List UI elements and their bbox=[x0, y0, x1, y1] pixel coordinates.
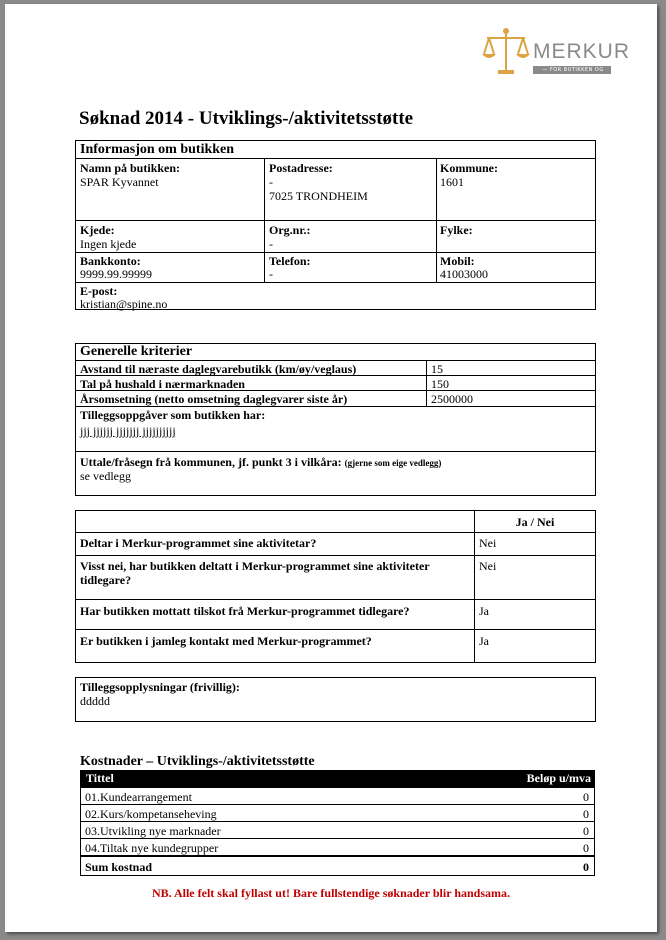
tilleggsopplysningar-value: ddddd bbox=[80, 694, 110, 708]
kriterium-value: 15 bbox=[431, 362, 443, 376]
kriterium-value: 150 bbox=[431, 377, 449, 391]
page-title: Søknad 2014 - Utviklings-/aktivitetsstøtte bbox=[79, 108, 414, 129]
document-page bbox=[5, 4, 657, 932]
kostnad-amount: 0 bbox=[583, 841, 589, 855]
logo-wordmark: MERKUR bbox=[533, 40, 631, 63]
postadresse-line2: 7025 TRONDHEIM bbox=[269, 189, 368, 203]
bankkonto-label: Bankkonto: bbox=[80, 254, 141, 268]
tilleggsoppgaver-label: Tilleggsoppgåver som butikken har: bbox=[80, 408, 266, 422]
sum-value: 0 bbox=[583, 860, 589, 874]
postadresse-label: Postadresse: bbox=[269, 161, 333, 175]
epost-value: kristian@spine.no bbox=[80, 297, 168, 311]
sporsmal-answer: Nei bbox=[479, 559, 497, 573]
kriterium-label: Tal på hushald i nærmarknaden bbox=[80, 377, 245, 391]
butikk-value: SPAR Kyvannet bbox=[80, 175, 159, 189]
sum-label: Sum kostnad bbox=[85, 860, 153, 874]
sporsmal-text: Er butikken i jamleg kontakt med Merkur-programmet? bbox=[80, 634, 372, 648]
sporsmal-text: Har butikken mottatt tilskot frå Merkur-programmet tidlegare? bbox=[80, 604, 410, 618]
kommune-value: 1601 bbox=[440, 175, 464, 189]
epost-label: E-post: bbox=[80, 284, 118, 298]
kostnad-title: 02.Kurs/kompetanseheving bbox=[85, 807, 217, 821]
merkur-logo bbox=[481, 26, 631, 81]
info-heading: Informasjon om butikken bbox=[80, 142, 235, 157]
telefon-value: - bbox=[269, 267, 273, 281]
kjede-value: Ingen kjede bbox=[80, 237, 137, 251]
kostnad-title: 03.Utvikling nye marknader bbox=[85, 824, 221, 838]
sporsmal-answer: Ja bbox=[479, 604, 489, 618]
kriterium-label: Årsomsetning (netto omsetning daglegvarer siste år) bbox=[80, 392, 348, 406]
kriterier-heading: Generelle kriterier bbox=[80, 344, 193, 359]
postadresse-line1: - bbox=[269, 175, 273, 189]
kommune-label: Kommune: bbox=[440, 161, 498, 175]
kostnad-amount: 0 bbox=[583, 824, 589, 838]
telefon-label: Telefon: bbox=[269, 254, 311, 268]
kostnad-title: 04.Tiltak nye kundegrupper bbox=[85, 841, 219, 855]
col-tittel: Tittel bbox=[86, 771, 114, 785]
scales-icon bbox=[481, 26, 531, 78]
kriterium-label: Avstand til næraste daglegvarebutikk (km/øy/veglaus) bbox=[80, 362, 357, 376]
logo-tagline: — FOR BUTIKKEN OG BYGDA bbox=[542, 67, 604, 81]
janei-header: Ja / Nei bbox=[515, 515, 555, 529]
tilleggsopplysningar-label: Tilleggsopplysningar (frivillig): bbox=[80, 680, 240, 694]
mobil-value: 41003000 bbox=[440, 267, 488, 281]
col-belop: Beløp u/mva bbox=[526, 771, 591, 785]
kostnader-heading: Kostnader – Utviklings-/aktivitetsstøtte bbox=[80, 754, 315, 769]
uttale-value: se vedlegg bbox=[80, 469, 131, 483]
bankkonto-value: 9999.99.99999 bbox=[80, 267, 152, 281]
sporsmal-text-cont: tidlegare? bbox=[80, 573, 132, 587]
orgnr-value: - bbox=[269, 237, 273, 251]
orgnr-label: Org.nr.: bbox=[269, 223, 311, 237]
sporsmal-answer: Nei bbox=[479, 536, 497, 550]
sporsmal-text: Visst nei, har butikken deltatt i Merkur-programmet sine aktiviteter bbox=[80, 559, 430, 573]
fylke-label: Fylke: bbox=[440, 223, 473, 237]
kostnad-amount: 0 bbox=[583, 790, 589, 804]
sporsmal-answer: Ja bbox=[479, 634, 489, 648]
kostnader-header-row bbox=[80, 770, 595, 787]
mobil-label: Mobil: bbox=[440, 254, 475, 268]
uttale-label: Uttale/fråsegn frå kommunen, jf. punkt 3 i vilkåra: (gjerne som eige vedlegg) bbox=[80, 455, 442, 469]
kjede-label: Kjede: bbox=[80, 223, 115, 237]
footer-note: NB. Alle felt skal fyllast ut! Bare fullstendige søknader blir handsama. bbox=[151, 886, 511, 900]
butikk-label: Namn på butikken: bbox=[80, 161, 181, 175]
kriterium-value: 2500000 bbox=[431, 392, 473, 406]
uttale-hint: (gjerne som eige vedlegg) bbox=[344, 458, 442, 468]
kostnad-title: 01.Kundearrangement bbox=[85, 790, 192, 804]
tilleggsoppgaver-value: jjj jjjjjj jjjjjjj jjjjjjjjjj bbox=[80, 424, 176, 438]
kostnad-amount: 0 bbox=[583, 807, 589, 821]
sporsmal-text: Deltar i Merkur-programmet sine aktivitetar? bbox=[80, 536, 317, 550]
